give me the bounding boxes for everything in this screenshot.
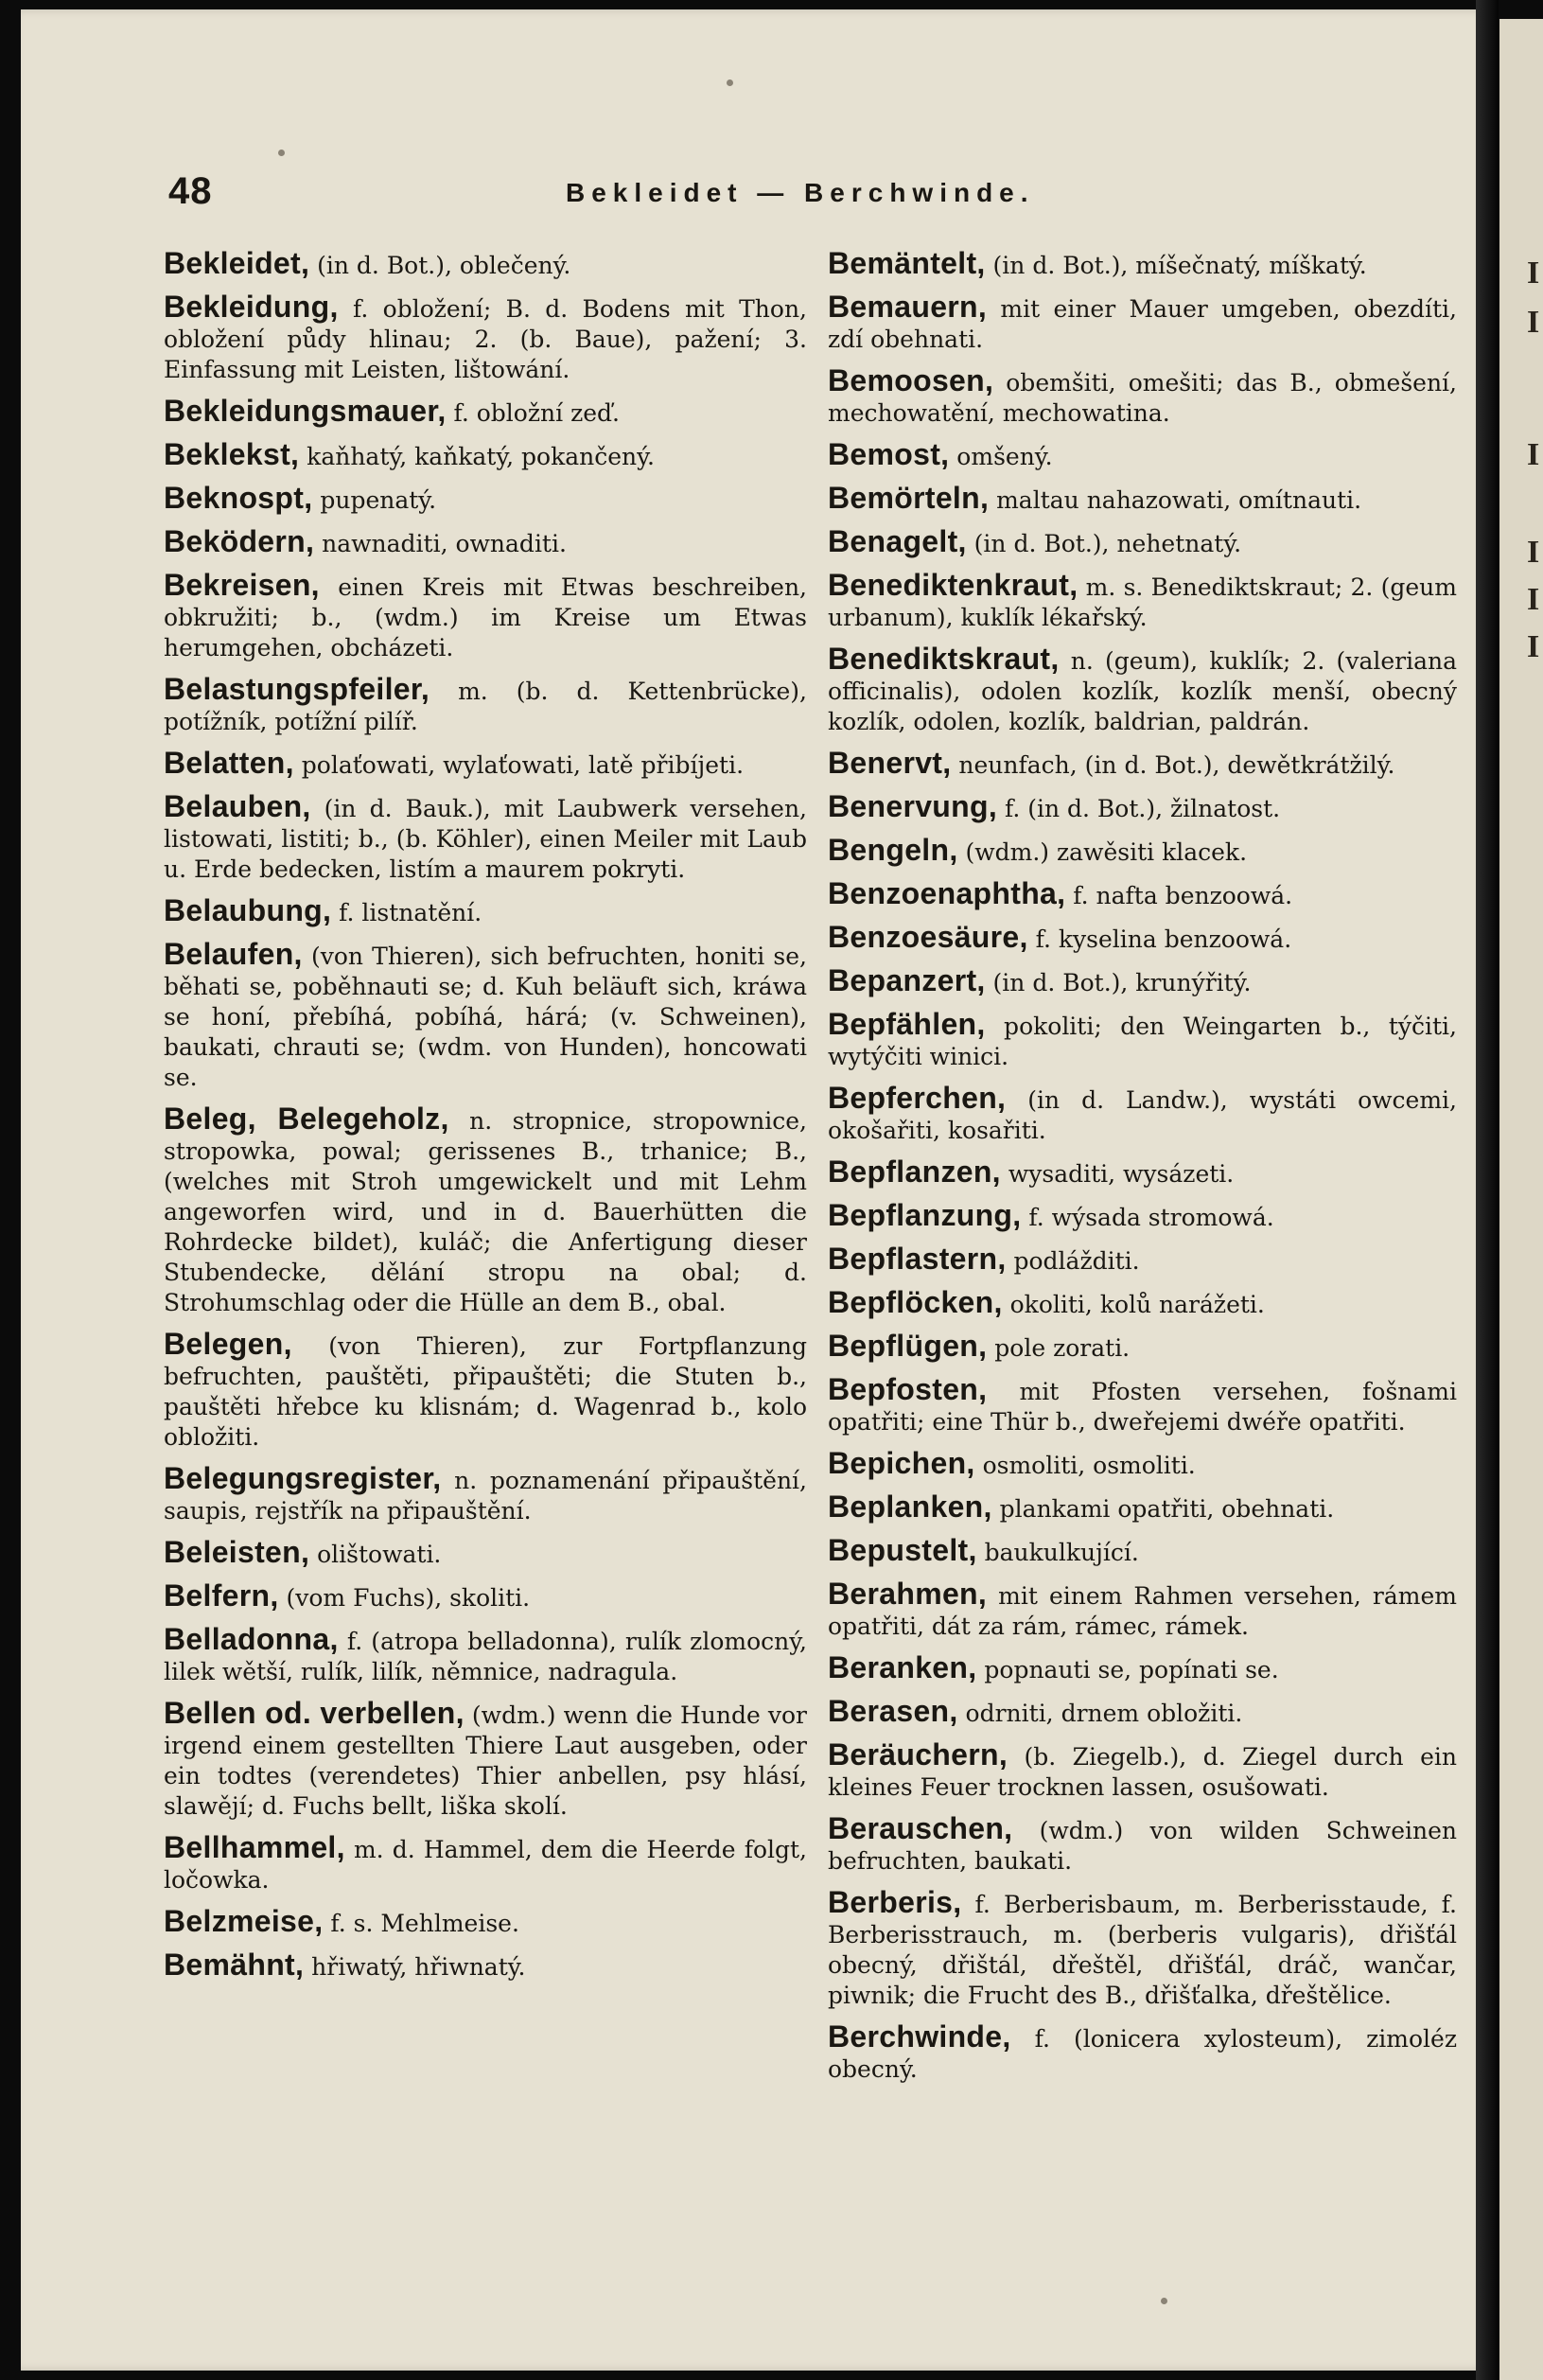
adjacent-page-strip [1499, 19, 1543, 2380]
adjacent-page-letter: I [1527, 305, 1540, 340]
dictionary-entry [828, 1287, 1457, 1320]
entry-definition: n. stropnice, stropownice, stropowka, powal; gerissenes B., trhanice; B., (welches mit Stroh umgewickelt und mit Lehm angeworfen wird, und in d. Bauerhütten die Rohrdecke bildet), kuláč; die Anfertigung dieser Stubendecke, dělání stropu na obal; d. Strohumschlag oder die Hülle an dem B., obal. [164, 1107, 807, 1316]
dictionary-entry [164, 1698, 807, 1822]
dictionary-entry [828, 1578, 1457, 1642]
dictionary-entry [828, 1491, 1457, 1525]
adjacent-page-letter: I [1527, 535, 1540, 570]
entry-headword: Beködern, [164, 524, 315, 558]
entry-headword: Belatten, [164, 746, 294, 780]
dictionary-entry [828, 1156, 1457, 1190]
entry-definition: (in d. Bot.), míšečnatý, míškatý. [985, 252, 1367, 279]
entry-headword: Benediktskraut, [828, 642, 1060, 676]
entry-headword: Bepflanzung, [828, 1198, 1022, 1232]
entry-headword: Beräuchern, [828, 1737, 1008, 1772]
dictionary-entry [828, 878, 1457, 911]
entry-headword: Belfern, [164, 1578, 279, 1613]
page-gutter-edge [1476, 0, 1499, 2380]
entry-definition: okoliti, kolů narážeti. [1002, 1291, 1265, 1318]
entry-definition: pokoliti; den Weingarten b., týčiti, wytýčiti winici. [828, 1013, 1457, 1070]
entry-definition: hřiwatý, hřiwnatý. [304, 1953, 526, 1981]
entry-definition: f. obložní zeď. [446, 399, 620, 427]
entry-headword: Bekreisen, [164, 568, 320, 602]
entry-definition: f. obložení; B. d. Bodens mit Thon, obložení půdy hlinau; 2. (b. Baue), pažení; 3. Einfassung mit Leisten, lištowání. [164, 295, 807, 383]
entry-headword: Berchwinde, [828, 2019, 1011, 2054]
entry-headword: Benediktenkraut, [828, 568, 1078, 602]
entry-definition: f. wýsada stromowá. [1021, 1204, 1274, 1231]
entry-headword: Bepustelt, [828, 1533, 977, 1567]
entry-headword: Beplanken, [828, 1490, 992, 1524]
dictionary-entry [828, 1243, 1457, 1277]
dictionary-entry [828, 1009, 1457, 1072]
dictionary-entry [828, 570, 1457, 633]
dictionary-entry [164, 526, 807, 559]
dictionary-entry [828, 291, 1457, 355]
running-head: Bekleidet — Berchwinde. [566, 178, 1035, 207]
entry-headword: Bepferchen, [828, 1081, 1007, 1115]
dictionary-entry [828, 1200, 1457, 1233]
entry-definition: f. (lonicera xylosteum), zimoléz obecný. [828, 2025, 1457, 2083]
entry-headword: Bellhammel, [164, 1830, 345, 1864]
entry-definition: (in d. Landw.), wystáti owcemi, okošařiti, kosařiti. [828, 1086, 1457, 1144]
entry-definition: f. listnatění. [331, 899, 482, 926]
entry-definition: n. (geum), kuklík; 2. (valeriana officinalis), odolen kozlík, kozlík menší, obecný kozlík, odolen, kozlík, baldrian, paldrán. [828, 647, 1457, 735]
entry-definition: (von Thieren), sich befruchten, honiti se, běhati se, poběhnauti se; d. Kuh beläuft sich, kráwa se honí, přebíhá, pobíhá, hárá; (v. Schweinen), baukati, chrauti se; (wdm. von Hunden), honcowati se. [164, 943, 807, 1091]
dictionary-entry [828, 1083, 1457, 1146]
entry-definition: (wdm.) zawěsiti klacek. [957, 838, 1248, 866]
entry-definition: m. (b. d. Kettenbrücke), potížník, potížní pilíř. [164, 678, 807, 735]
dictionary-entry [828, 1813, 1457, 1877]
entry-headword: Belastungspfeiler, [164, 672, 430, 706]
dictionary-entry [828, 1652, 1457, 1685]
entry-headword: Belaufen, [164, 937, 303, 971]
entry-headword: Bemörteln, [828, 481, 990, 515]
entry-definition: n. poznamenání připauštění, saupis, rejstřík na připauštění. [164, 1467, 807, 1525]
entry-headword: Belegen, [164, 1327, 292, 1361]
entry-headword: Bepflanzen, [828, 1155, 1001, 1189]
entry-definition: f. (atropa belladonna), rulík zlomocný, lilek wětší, rulík, lilík, němnice, nadragula. [164, 1628, 807, 1685]
entry-definition: (vom Fuchs), skoliti. [278, 1584, 531, 1612]
entry-definition: wysaditi, wysázeti. [1000, 1160, 1235, 1188]
entry-definition: f. Berberisbaum, m. Berberisstaude, f. Berberisstrauch, m. (berberis vulgaris), dřišťál obecný, dřištál, dřeštěl, dřišťál, dráč, wančar, piwnik; die Frucht des B., dřišťalka, dřeštělice. [828, 1891, 1457, 2009]
print-speck [278, 150, 285, 156]
entry-headword: Bekleidung, [164, 290, 339, 324]
dictionary-entry [828, 643, 1457, 737]
entry-headword: Bengeln, [828, 833, 958, 867]
dictionary-entry [164, 439, 807, 472]
entry-definition: (in d. Bauk.), mit Laubwerk versehen, listowati, listiti; b., (b. Köhler), einen Meiler mit Laub u. Erde bedecken, listím a maurem pokryti. [164, 795, 807, 883]
dictionary-entry [828, 1374, 1457, 1437]
entry-definition: neunfach, (in d. Bot.), dewětkrátžilý. [951, 751, 1395, 779]
dictionary-entry [164, 1463, 807, 1526]
entry-headword: Berasen, [828, 1694, 958, 1728]
entry-definition: osmoliti, osmoliti. [974, 1452, 1196, 1479]
dictionary-entry [828, 526, 1457, 559]
entry-definition: baukulkující. [976, 1539, 1139, 1566]
entry-definition: olištowati. [309, 1541, 442, 1568]
dictionary-entry [164, 1906, 807, 1939]
dictionary-entry [828, 365, 1457, 429]
entry-headword: Bemäntelt, [828, 246, 986, 280]
print-speck [1161, 2298, 1167, 2304]
dictionary-entry [164, 939, 807, 1093]
entry-definition: (wdm.) wenn die Hunde vor irgend einem gestellten Thiere Laut ausgeben, oder ein todtes (verendetes) Thier anbellen, psy hlásí, slawějí; d. Fuchs bellt, liška skolí. [164, 1701, 807, 1820]
left-column [164, 248, 807, 1993]
entry-definition: polaťowati, wylaťowati, latě přibíjeti. [293, 751, 745, 779]
dictionary-entry [164, 791, 807, 885]
dictionary-entry [828, 1448, 1457, 1481]
print-speck [727, 79, 733, 86]
dictionary-entry [164, 291, 807, 385]
entry-headword: Bemoosen, [828, 363, 994, 397]
entry-definition: pupenatý. [312, 486, 437, 514]
entry-headword: Beleisten, [164, 1535, 310, 1569]
entry-headword: Bekleidet, [164, 246, 310, 280]
entry-headword: Benzoesäure, [828, 920, 1028, 954]
entry-definition: mit Pfosten versehen, fošnami opatřiti; eine Thür b., dweřejemi dwéře opatřiti. [828, 1378, 1457, 1436]
entry-definition: popnauti se, popínati se. [976, 1656, 1279, 1684]
dictionary-entry [164, 1103, 807, 1318]
dictionary-entry [164, 570, 807, 663]
adjacent-page-letter: I [1527, 256, 1540, 291]
entry-definition: (in d. Bot.), oblečený. [309, 252, 571, 279]
dictionary-entry [828, 1535, 1457, 1568]
entry-headword: Belegungsregister, [164, 1461, 442, 1495]
entry-definition: (wdm.) von wilden Schweinen befruchten, baukati. [828, 1817, 1457, 1875]
entry-headword: Bepflügen, [828, 1329, 988, 1363]
entry-definition: pole zorati. [987, 1334, 1131, 1362]
entry-definition: (von Thieren), zur Fortpflanzung befruchten, pauštěti, připauštěti; die Stuten b., pauštěti hřebce ku klisnám; d. Wagenrad b., kolo obložiti. [164, 1332, 807, 1451]
entry-headword: Belzmeise, [164, 1904, 324, 1938]
entry-definition: odrniti, drnem obložiti. [957, 1700, 1243, 1727]
dictionary-entry [828, 483, 1457, 516]
entry-definition: mit einer Mauer umgeben, obezdíti, zdí obehnati. [828, 295, 1457, 353]
dictionary-entry [828, 922, 1457, 955]
dictionary-entry [164, 748, 807, 781]
dictionary-entry [828, 248, 1457, 281]
dictionary-entry [164, 396, 807, 429]
dictionary-entry [164, 1537, 807, 1570]
entry-headword: Bepichen, [828, 1446, 975, 1480]
dictionary-entry [164, 483, 807, 516]
dictionary-entry [828, 791, 1457, 824]
entry-definition: omšený. [949, 443, 1053, 470]
entry-definition: podlážditi. [1006, 1247, 1140, 1275]
entry-headword: Bemähnt, [164, 1948, 305, 1982]
entry-headword: Beranken, [828, 1650, 977, 1684]
dictionary-entry [164, 1949, 807, 1983]
dictionary-entry [828, 1887, 1457, 2011]
entry-definition: f. kyselina benzoowá. [1027, 926, 1292, 953]
entry-headword: Bepfosten, [828, 1372, 988, 1406]
entry-definition: m. s. Benediktskraut; 2. (geum urbanum), kuklík lékařský. [828, 573, 1457, 631]
entry-definition: (in d. Bot.), krunýřitý. [985, 969, 1252, 996]
dictionary-entry [164, 248, 807, 281]
entry-headword: Benervung, [828, 789, 998, 823]
entry-headword: Belaubung, [164, 893, 332, 927]
entry-headword: Belauben, [164, 789, 311, 823]
dictionary-entry [164, 1832, 807, 1895]
entry-headword: Bepflastern, [828, 1242, 1007, 1276]
entry-headword: Benagelt, [828, 524, 967, 558]
dictionary-entry [828, 965, 1457, 998]
entry-definition: nawnaditi, ownaditi. [314, 530, 567, 557]
dictionary-entry [828, 2021, 1457, 2085]
entry-definition: obemšiti, omešiti; das B., obmešení, mechowatění, mechowatina. [828, 369, 1457, 427]
entry-headword: Berberis, [828, 1885, 962, 1919]
entry-definition: einen Kreis mit Etwas beschreiben, obkružiti; b., (wdm.) im Kreise um Etwas herumgehen, obcházeti. [164, 573, 807, 661]
entry-headword: Beknospt, [164, 481, 313, 515]
entry-headword: Beleg, Belegeholz, [164, 1102, 449, 1136]
entry-headword: Berahmen, [828, 1577, 988, 1611]
adjacent-page-letter: I [1527, 582, 1540, 617]
dictionary-entry [164, 674, 807, 737]
dictionary-entry [828, 835, 1457, 868]
entry-definition: f. (in d. Bot.), žilnatost. [997, 795, 1281, 822]
entry-headword: Bekleidungsmauer, [164, 394, 447, 428]
page-header [149, 170, 1464, 227]
page-number: 48 [168, 170, 213, 212]
entry-headword: Belladonna, [164, 1622, 339, 1656]
entry-headword: Beklekst, [164, 437, 300, 471]
adjacent-page-letter: I [1527, 629, 1540, 664]
entry-headword: Berauschen, [828, 1811, 1013, 1845]
entry-headword: Benervt, [828, 746, 952, 780]
dictionary-entry [828, 1739, 1457, 1803]
entry-headword: Bepanzert, [828, 963, 986, 997]
entry-definition: plankami opatřiti, obehnati. [991, 1495, 1335, 1523]
adjacent-page-letter: I [1527, 437, 1540, 472]
entry-definition: f. nafta benzoowá. [1065, 882, 1293, 909]
entry-headword: Bemauern, [828, 290, 988, 324]
entry-headword: Bepflöcken, [828, 1285, 1003, 1319]
entry-definition: mit einem Rahmen versehen, rámem opatřiti, dát za rám, rámec, rámek. [828, 1582, 1457, 1640]
entry-definition: f. s. Mehlmeise. [323, 1910, 519, 1937]
entry-headword: Bepfählen, [828, 1007, 986, 1041]
entry-headword: Bellen od. verbellen, [164, 1696, 465, 1730]
entry-headword: Benzoenaphtha, [828, 876, 1066, 910]
dictionary-entry [164, 1329, 807, 1453]
dictionary-entry [164, 895, 807, 928]
right-column [828, 248, 1457, 2095]
entry-definition: (b. Ziegelb.), d. Ziegel durch ein kleines Feuer trocknen lassen, osušowati. [828, 1743, 1457, 1801]
dictionary-entry [164, 1580, 807, 1613]
entry-headword: Bemost, [828, 437, 950, 471]
entry-definition: kaňhatý, kaňkatý, pokančený. [299, 443, 655, 470]
dictionary-entry [164, 1624, 807, 1687]
dictionary-entry [828, 439, 1457, 472]
entry-definition: maltau nahazowati, omítnauti. [989, 486, 1362, 514]
entry-definition: (in d. Bot.), nehetnatý. [966, 530, 1242, 557]
entry-definition: m. d. Hammel, dem die Heerde folgt, ločowka. [164, 1836, 807, 1894]
dictionary-entry [828, 1696, 1457, 1729]
dictionary-entry [828, 748, 1457, 781]
dictionary-entry [828, 1331, 1457, 1364]
